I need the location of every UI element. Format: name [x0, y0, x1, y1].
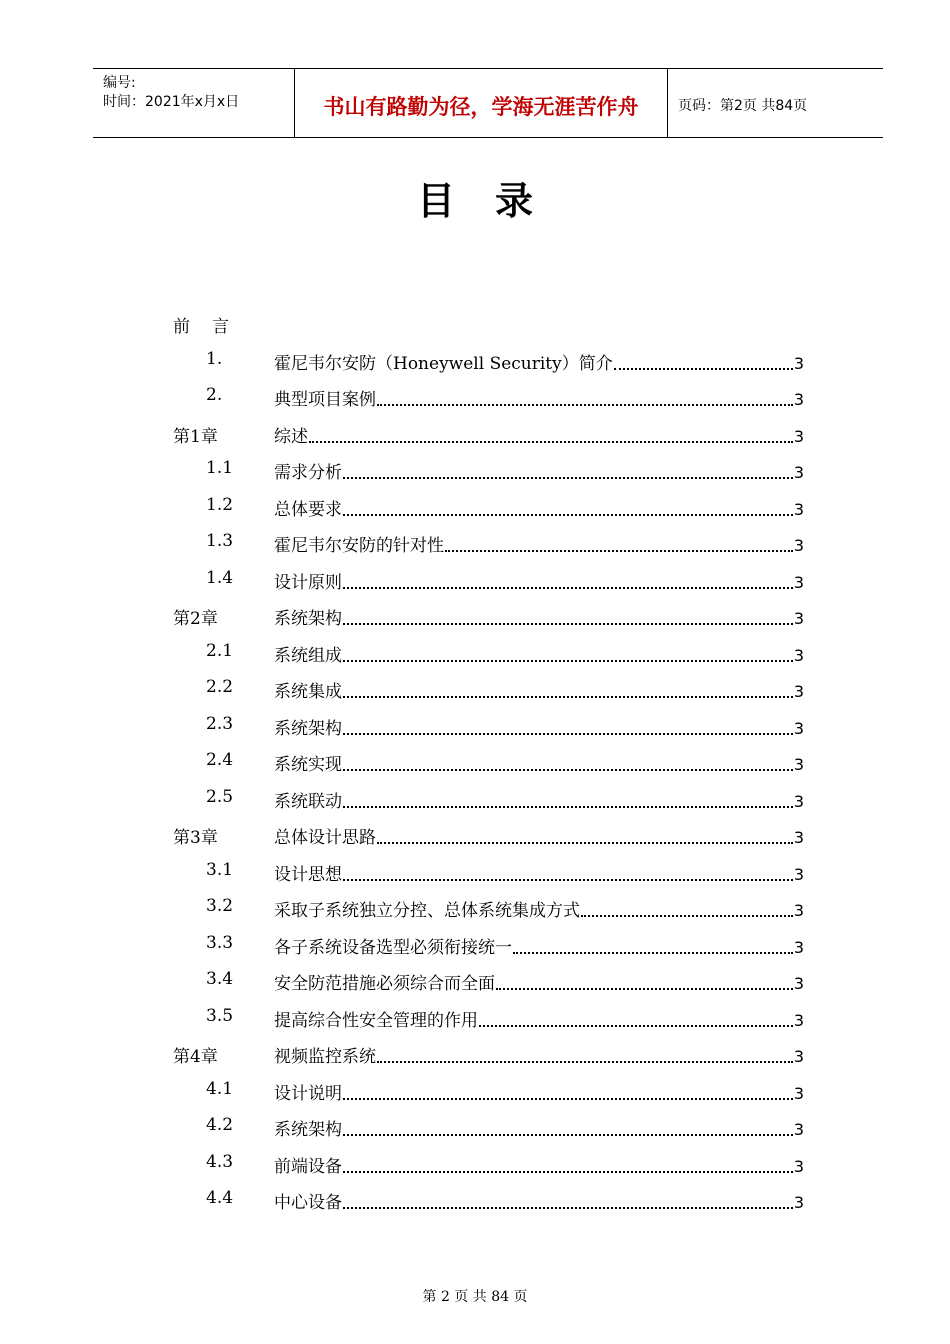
toc-entry[interactable] [0, 635, 950, 672]
toc-entry-text [274, 933, 804, 958]
toc-entry[interactable] [0, 744, 950, 781]
toc-dot-leader [343, 1134, 793, 1136]
toc-entry-number: 1.1 [206, 458, 234, 478]
toc-entry-label: 典型项目案例 [274, 390, 376, 410]
toc-entry[interactable] [0, 1109, 950, 1146]
toc-entry-page: 3 [793, 426, 804, 446]
toc-entry-text [274, 969, 804, 994]
header-motto: 书山有路勤为径，学海无涯苦作舟 [323, 95, 639, 119]
toc-entry-text [274, 495, 804, 520]
toc-entry-page: 3 [793, 755, 804, 774]
toc-entry-text [274, 641, 804, 666]
toc-entry-number: 3.4 [206, 969, 234, 989]
toc-entry-number: 3.1 [206, 859, 234, 880]
toc-entry-page: 3 [793, 499, 804, 519]
toc-entry[interactable] [0, 452, 950, 489]
toc-entry-page: 3 [793, 1120, 804, 1139]
toc-entry-text [274, 458, 804, 483]
toc-entry[interactable] [0, 598, 950, 635]
toc-entry-page: 3 [793, 682, 804, 701]
toc-entry-number: 2.4 [206, 750, 234, 770]
toc-entry-number: 2. [206, 385, 223, 405]
page-title: 目录 [416, 178, 573, 223]
toc-entry-text [274, 568, 804, 593]
toc-entry-number: 第4章 [173, 1047, 218, 1067]
toc-entry-label: 中心设备 [274, 1193, 342, 1213]
toc-entry-page: 3 [793, 1083, 804, 1103]
toc-dot-leader [343, 806, 793, 808]
toc-entry-number: 4.3 [206, 1151, 234, 1172]
toc-entry-label: 系统组成 [274, 645, 342, 666]
toc-entry-text [274, 823, 804, 848]
toc-entry-text [274, 531, 804, 556]
toc-entry-text [274, 1115, 804, 1140]
toc-entry[interactable] [0, 1073, 950, 1110]
toc-entry-page: 3 [793, 1193, 804, 1212]
toc-entry-page: 3 [793, 974, 804, 993]
toc-entry-number: 3.5 [206, 1005, 234, 1026]
toc-entry-text [274, 860, 804, 885]
toc-entry-page: 3 [793, 1156, 804, 1176]
toc-entry[interactable] [0, 562, 950, 599]
toc-entry-page: 3 [793, 572, 804, 592]
toc-entry-text [274, 604, 804, 629]
toc-entry-page: 3 [793, 390, 804, 409]
toc-entry[interactable] [0, 1000, 950, 1037]
toc-entry-number: 2.3 [206, 713, 234, 734]
toc-preface-row [0, 306, 950, 343]
toc-dot-leader [343, 514, 793, 516]
header-left-cell [93, 69, 295, 137]
toc-entry-label: 综述 [274, 426, 308, 447]
toc-entry-label: 总体要求 [274, 499, 342, 520]
toc-entry-number: 1.2 [206, 494, 234, 515]
toc-entry-page: 3 [793, 609, 804, 628]
toc-entry-text [274, 1079, 804, 1104]
toc-entry-label: 需求分析 [274, 463, 342, 483]
toc-dot-leader [513, 952, 793, 954]
toc-entry[interactable] [0, 854, 950, 891]
toc-entry-page: 3 [793, 1047, 804, 1066]
toc-entry-label: 系统实现 [274, 755, 342, 775]
toc-entry-number: 第2章 [173, 609, 218, 629]
toc-dot-leader [343, 696, 793, 698]
toc-entry-label: 各子系统设备选型必须衔接统一 [274, 937, 512, 958]
toc-entry-label: 提高综合性安全管理的作用 [274, 1010, 478, 1031]
toc-dot-leader [343, 660, 793, 662]
toc-entry-page: 3 [793, 463, 804, 482]
toc-entry-number: 1. [206, 348, 223, 369]
toc-entry-label: 采取子系统独立分控、总体系统集成方式 [274, 901, 580, 921]
toc-entry-page: 3 [793, 536, 804, 555]
toc-entry-label: 霍尼韦尔安防的针对性 [274, 536, 444, 556]
toc-entry[interactable] [0, 1036, 950, 1073]
toc-entry-number: 2.5 [206, 786, 234, 807]
toc-dot-leader [343, 769, 793, 771]
toc-entry-text [274, 1042, 804, 1067]
toc-entry-page: 3 [793, 828, 804, 847]
toc-dot-leader [377, 842, 793, 844]
page-header [93, 68, 883, 138]
toc-entry-page: 3 [793, 353, 804, 373]
toc-entry-label: 系统集成 [274, 682, 342, 702]
toc-entry[interactable] [0, 343, 950, 380]
toc-entry-number: 第3章 [173, 828, 218, 848]
toc-entry-text [274, 422, 804, 447]
toc-dot-leader [445, 550, 793, 552]
toc-dot-leader [343, 623, 793, 625]
toc-entry-label: 系统架构 [274, 1120, 342, 1140]
toc-dot-leader [614, 368, 793, 370]
toc-entry-label: 视频监控系统 [274, 1047, 376, 1067]
toc-entry-text [274, 677, 804, 702]
toc-entry-number: 1.4 [206, 567, 234, 588]
toc-entry-label: 设计思想 [274, 864, 342, 885]
toc-dot-leader [343, 879, 793, 881]
toc-entry-number: 3.3 [206, 932, 234, 953]
toc-entry-label: 设计原则 [274, 572, 342, 593]
toc-dot-leader [581, 915, 793, 917]
toc-dot-leader [343, 1171, 793, 1173]
toc-entry-text [274, 787, 804, 812]
header-page-number: 页码：第2页 共84页 [678, 98, 808, 114]
toc-dot-leader [343, 733, 793, 735]
toc-entry-label: 系统架构 [274, 609, 342, 629]
toc-entry[interactable] [0, 525, 950, 562]
toc-entry-number: 2.2 [206, 677, 234, 697]
toc-dot-leader [309, 441, 793, 443]
toc-entry-number: 第1章 [173, 426, 218, 447]
toc-entry-text [274, 1152, 804, 1177]
toc-entry[interactable] [0, 416, 950, 453]
toc-entry[interactable] [0, 1146, 950, 1183]
toc-entry[interactable] [0, 781, 950, 818]
table-of-contents [0, 306, 950, 1219]
toc-entry[interactable] [0, 379, 950, 416]
toc-entry-text [274, 896, 804, 921]
header-middle-cell [295, 69, 668, 137]
toc-entry-page: 3 [793, 1010, 804, 1030]
toc-entry-text [274, 1006, 804, 1031]
toc-entry[interactable] [0, 489, 950, 526]
toc-entry-number: 2.1 [206, 640, 234, 661]
toc-entry-text [274, 750, 804, 775]
toc-entry[interactable] [0, 890, 950, 927]
header-right-cell [668, 69, 883, 137]
time-label: 时间：2021年x月x日 [103, 94, 240, 110]
toc-entry-label: 霍尼韦尔安防（Honeywell Security）简介 [274, 353, 613, 374]
toc-entry-text [274, 349, 804, 374]
toc-dot-leader [343, 587, 793, 589]
toc-dot-leader [479, 1025, 793, 1027]
serial-label: 编号: [103, 75, 136, 91]
toc-entry-number: 4.2 [206, 1115, 234, 1135]
toc-entry-text [274, 714, 804, 739]
toc-entry[interactable] [0, 671, 950, 708]
toc-entry-page: 3 [793, 718, 804, 738]
toc-entry-text [274, 385, 804, 410]
page-footer: 第 2 页 共 84 页 [422, 1289, 528, 1305]
toc-entry-number: 4.4 [206, 1188, 234, 1208]
toc-entry-number: 4.1 [206, 1078, 234, 1099]
toc-entry-label: 安全防范措施必须综合而全面 [274, 974, 495, 994]
toc-entry[interactable] [0, 963, 950, 1000]
toc-entry-page: 3 [793, 864, 804, 884]
toc-entry-page: 3 [793, 901, 804, 920]
toc-entry[interactable] [0, 817, 950, 854]
toc-preface[interactable]: 前言 [173, 317, 251, 337]
toc-entry-number: 3.2 [206, 896, 234, 916]
toc-entry[interactable] [0, 708, 950, 745]
toc-entry-text [274, 1188, 804, 1213]
toc-entry[interactable] [0, 1182, 950, 1219]
toc-entry-label: 系统架构 [274, 718, 342, 739]
toc-entry-label: 设计说明 [274, 1083, 342, 1104]
toc-entry-page: 3 [793, 645, 804, 665]
toc-entry-page: 3 [793, 937, 804, 957]
toc-entry-page: 3 [793, 791, 804, 811]
toc-entry-label: 前端设备 [274, 1156, 342, 1177]
toc-entry[interactable] [0, 927, 950, 964]
toc-entry-label: 系统联动 [274, 791, 342, 812]
toc-dot-leader [343, 1098, 793, 1100]
toc-dot-leader [496, 988, 793, 990]
toc-entry-number: 1.3 [206, 531, 234, 551]
toc-dot-leader [377, 404, 793, 406]
toc-dot-leader [377, 1061, 793, 1063]
toc-dot-leader [343, 477, 793, 479]
toc-entry-label: 总体设计思路 [274, 828, 376, 848]
toc-dot-leader [343, 1207, 793, 1209]
